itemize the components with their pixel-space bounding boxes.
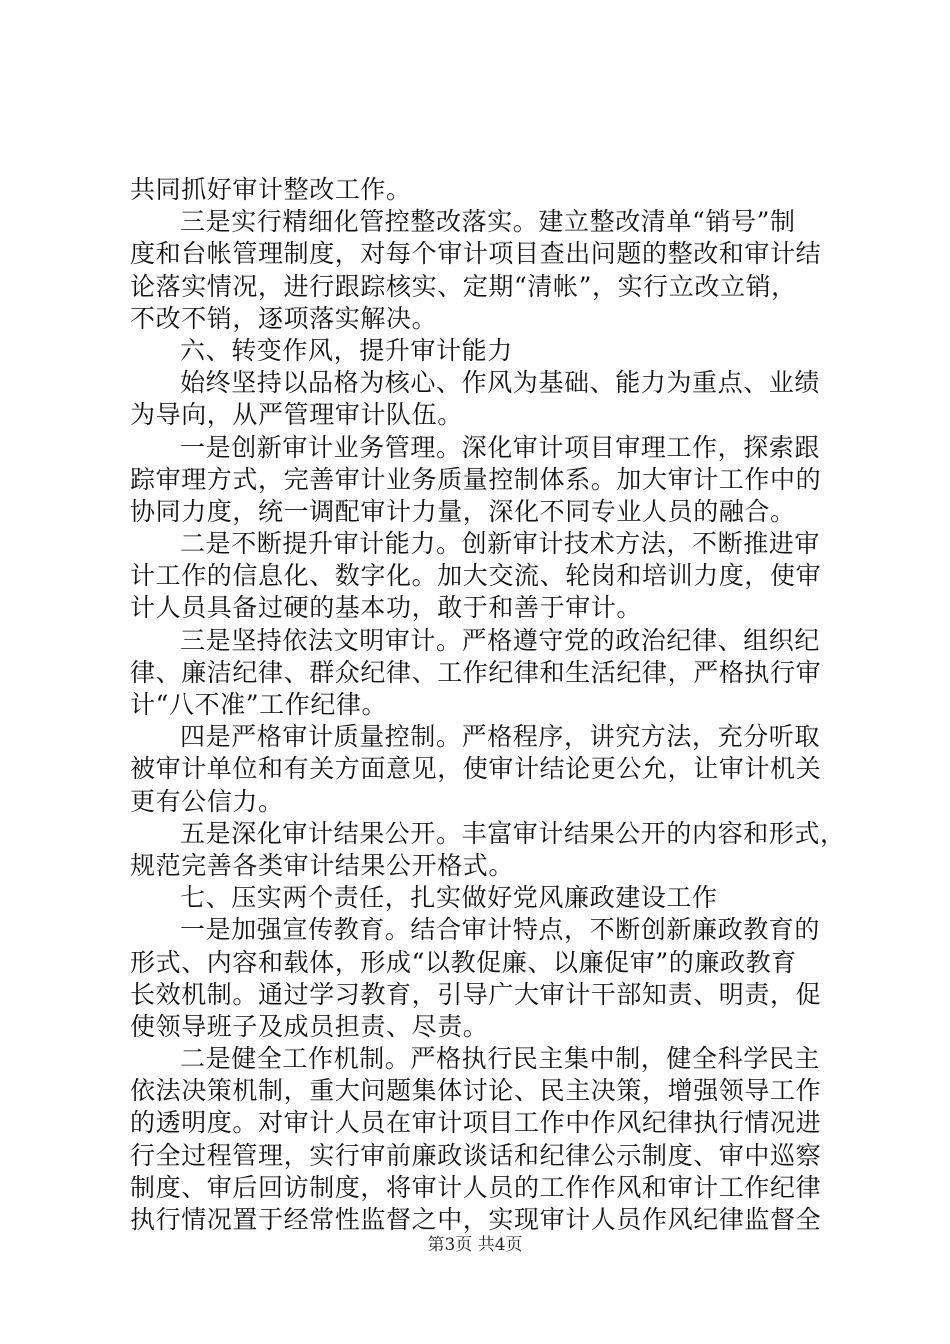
text-line: 被审计单位和有关方面意见，使审计结论更公允，让审计机关 bbox=[130, 754, 822, 784]
text-line: 不改不销，逐项落实解决。 bbox=[130, 303, 438, 333]
text-line: 依法决策机制，重大问题集体讨论、民主决策，增强领导工作 bbox=[130, 1076, 822, 1106]
text-line: 六、转变作风，提升审计能力 bbox=[180, 335, 513, 365]
text-line: 论落实情况，进行跟踪核实、定期“清帐”，实行立改立销， bbox=[130, 271, 797, 301]
text-line: 计人员具备过硬的基本功，敢于和善于审计。 bbox=[130, 593, 643, 623]
text-line: 踪审理方式，完善审计业务质量控制体系。加大审计工作中的 bbox=[130, 464, 822, 494]
text-line: 四是严格审计质量控制。严格程序，讲究方法，充分听取 bbox=[180, 722, 821, 752]
text-line: 制度、审后回访制度，将审计人员的工作作风和审计工作纪律 bbox=[130, 1172, 822, 1202]
text-line: 七、压实两个责任，扎实做好党风廉政建设工作 bbox=[180, 883, 718, 913]
text-line: 五是深化审计结果公开。丰富审计结果公开的内容和形式， bbox=[180, 818, 846, 848]
text-line: 二是健全工作机制。严格执行民主集中制，健全科学民主 bbox=[180, 1044, 821, 1074]
text-line: 二是不断提升审计能力。创新审计技术方法，不断推进审 bbox=[180, 529, 821, 559]
text-line: 规范完善各类审计结果公开格式。 bbox=[130, 850, 515, 880]
text-line: 的透明度。对审计人员在审计项目工作中作风纪律执行情况进 bbox=[130, 1108, 822, 1138]
text-line: 律、廉洁纪律、群众纪律、工作纪律和生活纪律，严格执行审 bbox=[130, 657, 822, 687]
text-line: 使领导班子及成员担责、尽责。 bbox=[130, 1011, 489, 1041]
text-line: 执行情况置于经常性监督之中，实现审计人员作风纪律监督全 bbox=[130, 1205, 822, 1234]
text-line: 计“八不准”工作纪律。 bbox=[130, 690, 388, 719]
text-line: 三是实行精细化管控整改落实。建立整改清单“销号”制 bbox=[180, 207, 796, 237]
text-line: 一是创新审计业务管理。深化审计项目审理工作，探索跟 bbox=[180, 432, 821, 462]
text-line: 三是坚持依法文明审计。严格遵守党的政治纪律、组织纪 bbox=[180, 625, 821, 655]
text-line: 度和台帐管理制度，对每个审计项目查出问题的整改和审计结 bbox=[130, 239, 822, 269]
text-line: 为导向，从严管理审计队伍。 bbox=[130, 400, 463, 430]
document-body bbox=[130, 174, 846, 1236]
page-footer bbox=[0, 1234, 950, 1256]
text-line: 计工作的信息化、数字化。加大交流、轮岗和培训力度，使审 bbox=[130, 561, 822, 591]
text-line: 一是加强宣传教育。结合审计特点，不断创新廉政教育的 bbox=[180, 915, 821, 945]
text-line: 协同力度，统一调配审计力量，深化不同专业人员的融合。 bbox=[130, 496, 796, 526]
text-line: 长效机制。通过学习教育，引导广大审计干部知责、明责，促 bbox=[130, 979, 822, 1009]
text-line: 始终坚持以品格为核心、作风为基础、能力为重点、业绩 bbox=[180, 368, 821, 398]
text-line: 更有公信力。 bbox=[130, 786, 284, 816]
text-line: 共同抓好审计整改工作。 bbox=[130, 175, 412, 204]
page-number: 第3页 共4页 bbox=[427, 1235, 523, 1255]
text-line: 形式、内容和载体，形成“以教促廉、以廉促审”的廉政教育 bbox=[130, 947, 797, 977]
text-line: 行全过程管理，实行审前廉政谈话和纪律公示制度、审中巡察 bbox=[130, 1140, 822, 1170]
